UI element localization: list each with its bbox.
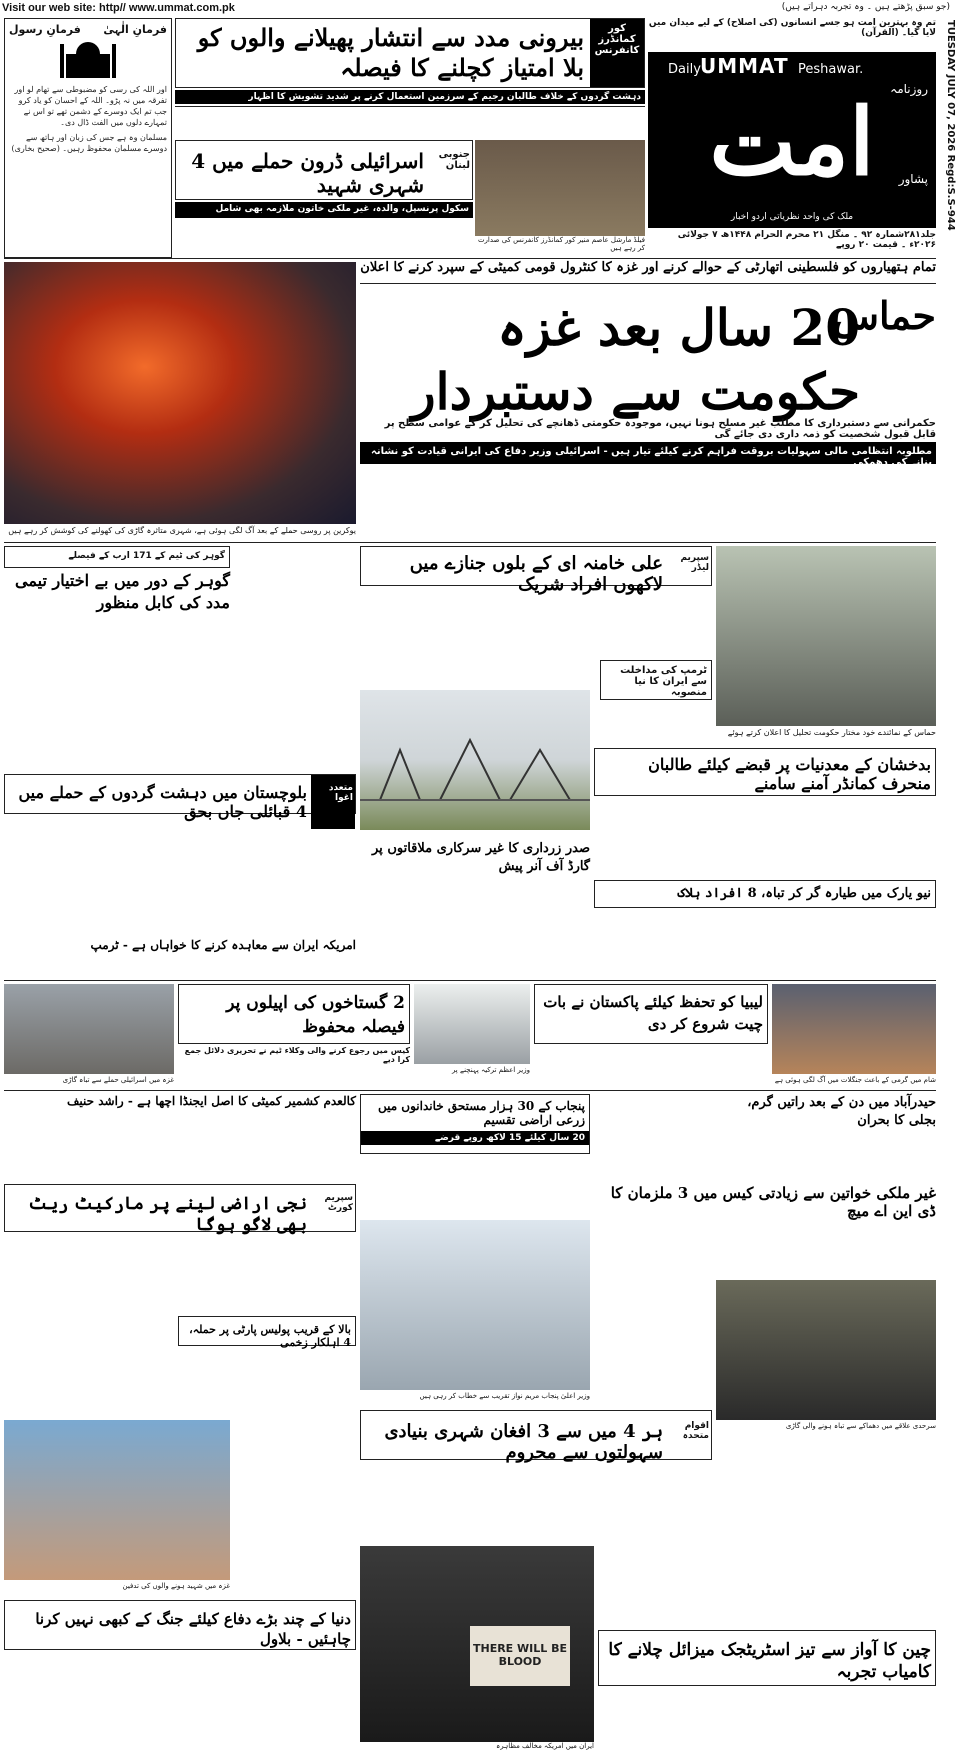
jeep-photo bbox=[716, 1280, 936, 1420]
khamenei-story bbox=[360, 546, 712, 595]
lebanon-kicker: جنوبی لبنان bbox=[438, 149, 470, 171]
farman-body: اور اللہ کی رسی کو مضبوطی سے تھام لو اور تفرقہ میں نہ پڑو۔ اللہ کے احسان کو یاد کرو جب تم ایک دوسرے کے دشمن تھے تو اس نے تمہارے دلوں میں الفت ڈال دی۔ bbox=[14, 85, 167, 127]
masthead-daily: Daily bbox=[668, 62, 701, 77]
china-body bbox=[598, 1688, 936, 1742]
punjab-story bbox=[360, 1094, 590, 1154]
masthead-brand: UMMAT bbox=[700, 54, 789, 78]
divider-2 bbox=[4, 542, 936, 543]
main-sub1: حکمرانی سے دستبرداری کا مطلب غیر مسلح ہونا نہیں، موجودہ حکومتی ڈھانچے کی تحلیل کر کے عوامی سطح پر قابل قبول شخصیت کو ذمہ داری دی جائے گی bbox=[384, 418, 936, 440]
women-case-body bbox=[594, 1226, 936, 1276]
masthead-tagline: ملک کی واحد نظریاتی اردو اخبار bbox=[730, 212, 854, 222]
main-headline[interactable]: 20 سال بعد غزہ حکومت سے دستبردار bbox=[411, 298, 860, 421]
lebanon-body bbox=[175, 220, 473, 256]
gohar-sub: گوہر کی ٹیم کے 171 ارب کے فیصلے bbox=[68, 551, 225, 561]
mosque-icon bbox=[58, 40, 118, 80]
hamas-photo-caption: حماس کے نمائندے خود مختار حکومت تحلیل کا اعلان کرتے ہوئے bbox=[727, 728, 936, 737]
funeral-caption: غزہ میں شہید ہونے والوں کی تدفین bbox=[122, 1582, 230, 1590]
hamas-photo bbox=[716, 546, 936, 726]
top-story bbox=[175, 18, 645, 138]
top-story-kicker: کور کمانڈرز کانفرنس bbox=[590, 19, 644, 87]
main-body bbox=[360, 466, 936, 524]
khamenei-kicker: سپریم لیڈر bbox=[680, 553, 709, 573]
tower-photo bbox=[360, 690, 590, 830]
quran-line: تم وہ بہترین امت ہو جسے انسانوں (کی اصلاح) کے لیے میدان میں لایا گیا۔ (القرآن) bbox=[648, 18, 936, 38]
farman-title: فرمانِ الٰہیٰ bbox=[103, 23, 167, 36]
quote-top: (جو سبق پڑھتے ہیں ۔ وہ تجربہ دہراتے ہیں) bbox=[781, 2, 950, 12]
top-story-subline: دہشت گردوں کے خلاف طالبان رجیم کے سرزمین استعمال کرنے پر شدید تشویش کا اظہار bbox=[175, 90, 645, 104]
mosque-logo bbox=[9, 40, 167, 80]
top-story-headline[interactable]: بیرونی مدد سے انتشار پھیلانے والوں کو بلا امتیاز کچلنے کا فیصلہ bbox=[197, 23, 584, 82]
women-case-headline[interactable]: غیر ملکی خواتین سے زیادتی کیس میں 3 ملزمان کا ڈی این اے میچ bbox=[610, 1184, 936, 1220]
afghan-body bbox=[360, 1462, 712, 1542]
lebanon-story bbox=[175, 140, 473, 200]
afghan-kicker: اقوام متحدہ bbox=[682, 1421, 709, 1441]
fire-photo-caption: یوکرین پر روسی حملے کے بعد آگ لگی ہوئی ہے، شہری متاثرہ گاڑی کی کھولنے کی کوشش کر رہے ہیں bbox=[8, 526, 356, 535]
politicians-caption: وزیر اعلیٰ پنجاب مریم نواز تقریب سے خطاب کر رہی ہیں bbox=[419, 1392, 590, 1400]
main-sub2: مطلوبہ انتظامی مالی سہولیات بروقت فراہم کرنے کیلئے تیار ہیں - اسرائیلی وزیر دفاع کی ایرانی قیادت کو نشانہ بنانے کی دھمکی bbox=[360, 442, 936, 464]
kashmir-body bbox=[4, 1116, 356, 1180]
divider-3 bbox=[4, 980, 936, 981]
masthead bbox=[648, 52, 936, 228]
khamenei-headline[interactable]: علی خامنہ ای کے بلوں جنازے میں لاکھوں افراد شریک bbox=[409, 553, 663, 595]
police-attack-headline[interactable]: بالا کے قریب پولیس پارٹی پر حملہ، 4 اہلکار زخمی bbox=[178, 1316, 356, 1346]
funeral-photo bbox=[4, 1420, 230, 1580]
commanders-photo bbox=[475, 140, 645, 236]
farman-rasool-body: مسلمان وہ ہے جس کی زبان اور ہاتھ سے دوسرے مسلمان محفوظ رہیں۔ (صحیح بخاری) bbox=[11, 133, 167, 153]
badakhshan-body bbox=[594, 798, 936, 878]
gustakh-sub: کیس میں رجوع کرنے والی وکلاء ٹیم نے تحریری دلائل جمع کرا دیے bbox=[184, 1046, 410, 1064]
gaza-car-caption: غزہ میں اسرائیلی حملے سے تباہ گاڑی bbox=[62, 1076, 174, 1084]
fire-photo bbox=[4, 262, 356, 524]
president-headline[interactable]: صدر زرداری کا غیر سرکاری ملاقاتوں پر گارڈ آف آنر پیش bbox=[372, 841, 590, 874]
afghan-headline[interactable]: ہر 4 میں سے 3 افغان شہری بنیادی سہولتوں سے محروم bbox=[384, 1421, 663, 1463]
masthead-city: Peshawar. bbox=[798, 62, 864, 77]
kashmir-headline[interactable]: کالعدم کشمیر کمیٹی کا اصل ایجنڈا اچھا ہے - راشد حنیف bbox=[66, 1094, 356, 1108]
gaza-car-photo bbox=[4, 984, 174, 1074]
hyderabad-headline[interactable]: حیدرآباد میں دن کے بعد راتیں گرم، بجلی کا بحران bbox=[747, 1095, 936, 1128]
divider-4 bbox=[4, 1090, 936, 1091]
commanders-photo-caption: فیلڈ مارشل عاصم منیر کور کمانڈرز کانفرنس کی صدارت کر رہے ہیں bbox=[477, 236, 645, 252]
badakhshan-headline[interactable]: بدخشان کے معدنیات پر قبضے کیلئے طالبان منحرف کمانڈر آمنے سامنے bbox=[594, 748, 936, 796]
fire-city-photo bbox=[772, 984, 936, 1074]
land-body bbox=[4, 1234, 356, 1314]
president-body bbox=[360, 882, 590, 962]
quran-line-box bbox=[648, 18, 936, 50]
iran-us-headline[interactable]: امریکہ ایران سے معاہدہ کرنے کا خواہاں ہے - ٹرمپ bbox=[90, 938, 356, 952]
jeep-caption: سرحدی علاقے میں دھماکے سے تباہ ہونے والی گاڑی bbox=[785, 1422, 936, 1430]
land-kicker: سپریم کورٹ bbox=[324, 1193, 353, 1213]
fire-city-caption: شام میں گرمی کے باعث جنگلات میں آگ لگی ہوئی ہے bbox=[774, 1076, 936, 1084]
gohar-body bbox=[4, 622, 230, 772]
balochistan-headline[interactable]: بلوچستان میں دہشت گردوں کے حملے میں 4 قبائلی جاں بحق bbox=[18, 783, 307, 821]
new-york-body bbox=[594, 910, 936, 970]
china-headline[interactable]: چین کا آواز سے تیز اسٹریٹجک میزائل چلانے کا کامیاب تجربہ bbox=[598, 1630, 936, 1686]
tower-illustration bbox=[360, 690, 590, 830]
gohar-headline[interactable]: گوہر کے دور میں بے اختیار تیمی مدد کی کابل منظور bbox=[15, 571, 230, 612]
issue-line: جلد۲۸۱شمارہ ۹۲ ۔ منگل ۲۱ محرم الحرام ۱۴۴۸ھ ۷ جولائی ۲۰۲۶ء ۔ قیمت ۲۰ روپے bbox=[677, 230, 936, 250]
gustakh-headline[interactable]: 2 گستاخوں کی اپیلوں پر فیصلہ محفوظ bbox=[178, 984, 410, 1044]
vertical-date-strip bbox=[940, 20, 958, 230]
protest-sign: THERE WILL BE BLOOD bbox=[470, 1626, 570, 1686]
balochistan-story bbox=[4, 774, 356, 821]
main-kicker: حماس bbox=[832, 293, 936, 338]
land-headline[interactable]: نجی اراضی لینے پر مارکیٹ ریٹ بھی لاگو ہوگا bbox=[28, 1194, 307, 1235]
divider-1 bbox=[4, 258, 936, 259]
balochistan-kicker: متعدد اغوا bbox=[311, 775, 355, 829]
afghan-story bbox=[360, 1410, 712, 1463]
protest-photo bbox=[360, 1546, 594, 1742]
plane-caption: وزیر اعظم ترکیہ پہنچنے پر bbox=[451, 1066, 530, 1074]
main-headline-box bbox=[360, 286, 936, 421]
libya-headline[interactable]: لیبیا کو تحفظ کیلئے پاکستان نے بات چیت شروع کر دی bbox=[534, 984, 768, 1044]
vertical-date: TUESDAY JULY 07, 2026 Regd:S.S-944 bbox=[945, 20, 956, 231]
new-york-headline[interactable]: نیو یارک میں طیارہ گر کر تباہ، 8 افراد ہلاک bbox=[594, 880, 936, 908]
lebanon-subline: سکول پرنسپل، والدہ، غیر ملکی خاتون ملازمہ بھی شامل bbox=[175, 202, 473, 218]
top-story-body bbox=[175, 106, 645, 144]
gohar-sub-box bbox=[4, 546, 230, 568]
lebanon-headline[interactable]: اسرائیلی ڈرون حملے میں 4 شہری شہید bbox=[191, 149, 424, 197]
punjab-headline[interactable]: پنجاب کے 30 ہزار مستحق خاندانوں میں زرعی اراضی تقسیم bbox=[377, 1099, 585, 1127]
main-top-banner: تمام ہتھیاروں کو فلسطینی اتھارٹی کے حوالے کرنے اور غزہ کا کنٹرول قومی کمیٹی کے سپرد کرنے کا اعلان bbox=[360, 260, 936, 284]
politicians-photo bbox=[360, 1220, 590, 1390]
defence-body bbox=[4, 1652, 356, 1742]
protest-caption: ایران میں امریکہ مخالف مظاہرہ bbox=[496, 1742, 594, 1750]
defence-headline[interactable]: دنیا کے چند بڑے دفاع کیلئے جنگ کے کبھی نہیں کرنا چاہئیں - بلاول bbox=[4, 1600, 356, 1650]
masthead-urdu-daily: روزنامہ bbox=[890, 82, 928, 96]
website-line[interactable]: Visit our web site: http// www.ummat.com.pk bbox=[2, 2, 235, 14]
masthead-title: امت bbox=[709, 88, 875, 196]
farman-rasool-title: فرمانِ رسول bbox=[9, 23, 81, 36]
balochistan-body bbox=[4, 816, 356, 936]
trump-box[interactable]: ٹرمپ کی مداخلت سے ایران کا نیا منصوبہ bbox=[600, 660, 712, 700]
farman-box bbox=[4, 18, 172, 258]
masthead-urdu-city: پشاور bbox=[898, 172, 928, 186]
plane-photo bbox=[414, 984, 530, 1064]
punjab-sub: 20 سال کیلئے 15 لاکھ روپے قرضے bbox=[361, 1131, 589, 1145]
iran-us-body bbox=[4, 964, 356, 979]
land-story bbox=[4, 1184, 356, 1235]
